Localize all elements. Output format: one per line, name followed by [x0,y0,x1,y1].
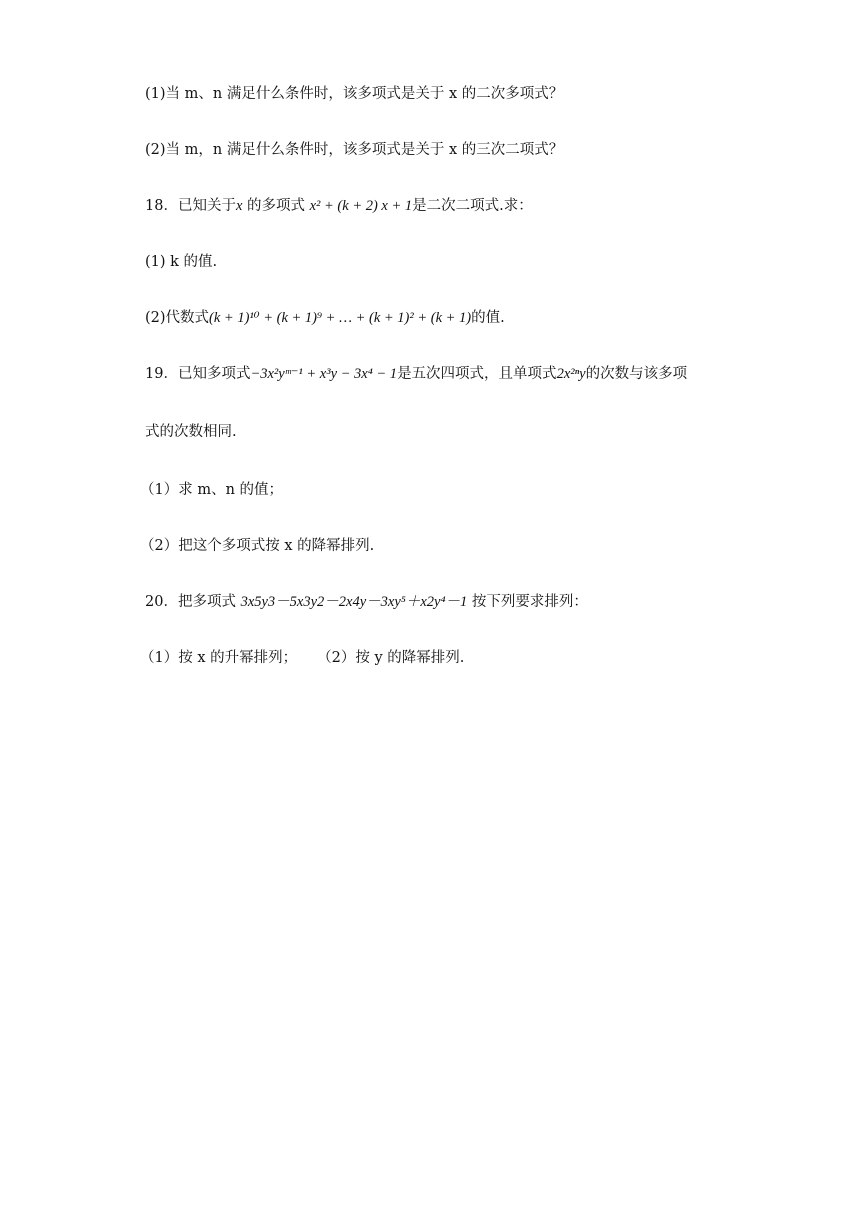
q20-intro: 把多项式 [177,594,241,610]
q17-part2: (2)当 m，n 满足什么条件时，该多项式是关于 x 的三次二项式？ [145,142,564,158]
q18-intro: 已知关于 [177,198,236,214]
q18-part2-expression: (k + 1)¹⁰ + (k + 1)⁹ + … + (k + 1)² + (k + 1) [209,310,472,326]
q18-part1: (1) k 的值. [145,254,218,270]
q18-stem [145,196,533,216]
q20-tail: 按下列要求排列： [467,594,588,610]
q19-part2: （2）把这个多项式按 x 的降幂排列. [140,538,375,554]
q19-stem [145,364,687,384]
q18-tail: 是二次二项式.求： [412,198,533,214]
q20-number: 20． [145,594,178,610]
q19-number: 19． [145,366,178,382]
q17-part1: (1)当 m、n 满足什么条件时，该多项式是关于 x 的二次多项式？ [145,86,564,102]
q18-part2-prefix: (2)代数式 [145,310,210,326]
q19-monomial: 2x²ⁿy [556,366,586,382]
q18-part2-suffix: 的值. [471,310,505,326]
q18-part2 [145,308,505,328]
q18-mid: 的多项式 [242,198,310,214]
q20-part1: （1）按 x 的升幂排列； [140,650,298,666]
q19-tail: 的次数与该多项 [585,366,688,382]
q19-part1: （1）求 m、n 的值； [140,482,284,498]
q20-part2: （2）按 y 的降幂排列. [317,650,465,666]
q19-polynomial: −3x²yᵐ⁻¹ + x³y − 3x⁴ − 1 [250,366,398,382]
q19-intro: 已知多项式 [177,366,251,382]
q20-stem [145,592,588,612]
q18-number: 18． [145,198,178,214]
q20-parts [140,648,464,668]
q19-stem-line2: 式的次数相同. [145,424,237,440]
q19-mid: 是五次四项式，且单项式 [397,366,557,382]
q18-polynomial: x² + (k + 2) x + 1 [309,198,413,214]
q20-expression: 3x5y3－5x3y2－2x4y－3xy⁵＋x2y⁴－1 [240,594,468,610]
q18-var-x: x [235,198,243,214]
